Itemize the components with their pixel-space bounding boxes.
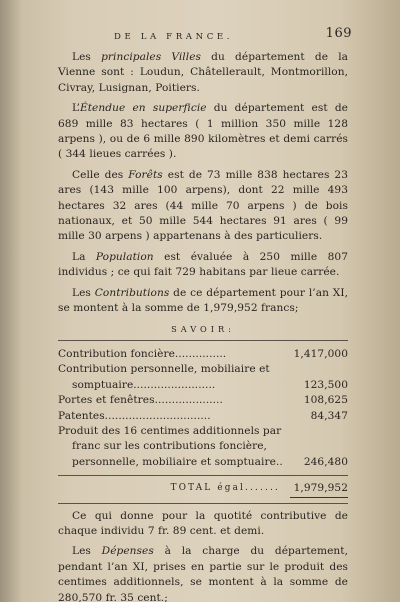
- row-label: Portes et fenêtres....................: [58, 394, 223, 407]
- row-amount: 108,625: [303, 394, 348, 407]
- page-content: [58, 26, 352, 602]
- running-head: DE LA FRANCE.: [114, 32, 234, 42]
- contributions-emph: Contributions: [94, 286, 170, 299]
- paragraph-population: [58, 250, 348, 281]
- population-emph: Population: [95, 250, 154, 263]
- forets-text: est de 73 mille 838 hectares 23 ares (143 mille 100 arpens), dont 22 mille 493 hectares 32 ares (44 mille 70 arpens ) de bois nationaux, et 50 mille 544 hectares 91 ares ( 99 mille 30 arpens ) appartenans à des particuliers.: [58, 168, 349, 243]
- table-row: [58, 439, 348, 454]
- row-amount: 1,417,000: [293, 347, 348, 360]
- etendue-text: du département est de 689 mille 83 hectares ( 1 million 350 mille 128 arpens ), ou de 6 mille 890 kilomètres et demi carrés ( 344 lieues carrées ).: [58, 102, 348, 161]
- paragraph-etendue: [58, 101, 348, 163]
- paragraph-forets: [58, 168, 348, 245]
- total-label: TOTAL égal.......: [170, 483, 280, 494]
- paragraph-villes: [58, 50, 348, 96]
- depenses-lead: Les: [72, 545, 91, 558]
- table-row: [58, 455, 348, 470]
- paragraph-contributions: [58, 286, 348, 317]
- contributions-text: de ce département pour l’an XI, se montent à la somme de 1,979,952 francs;: [58, 286, 349, 315]
- table-bottom-rule: [58, 503, 348, 504]
- depenses-text: à la charge du département, pendant l’an XI, prises en partie sur le produit des centimes additionnels, se montent à la somme de 280,570 fr. 35 cent.;: [58, 545, 349, 602]
- total-amount: 1,979,952: [290, 481, 348, 497]
- forets-lead: Celle des: [72, 168, 124, 181]
- row-label: personnelle, mobiliaire et somptuaire..: [72, 455, 283, 468]
- total-row: [58, 481, 348, 497]
- row-label: franc sur les contributions foncière,: [72, 440, 267, 453]
- table-top-rule: [58, 340, 348, 341]
- table-row: [58, 393, 348, 408]
- page-number: 169: [325, 26, 352, 41]
- row-label: Contribution personnelle, mobiliaire et: [58, 363, 270, 376]
- population-text: est évaluée à 250 mille 807 individus ; ce qui fait 729 habitans par lieue carrée.: [58, 250, 349, 279]
- table-row: [58, 378, 348, 393]
- table-row: [58, 409, 348, 424]
- row-label: Produit des 16 centimes additionnels par: [58, 424, 282, 437]
- gutter-shadow: [0, 0, 22, 602]
- table-row: [58, 424, 348, 439]
- row-label: somptuaire........................: [72, 378, 216, 391]
- contributions-table: [58, 347, 348, 470]
- etendue-emph: Étendue en superficie: [79, 102, 207, 115]
- row-label: Contribution foncière...............: [58, 347, 227, 360]
- forets-emph: Forêts: [128, 168, 163, 181]
- savoir-heading: SAVOIR:: [171, 323, 235, 334]
- row-label: Patentes...............................: [58, 409, 211, 422]
- villes-text: du département de la Vienne sont : Loudun, Châtellerault, Montmorillon, Civray, Lusignan, Poitiers.: [58, 51, 349, 94]
- page-header: [58, 26, 352, 44]
- table-row: [58, 362, 348, 377]
- paragraph-depenses: [58, 544, 348, 602]
- table-total-rule: [58, 475, 348, 476]
- table-row: [58, 347, 348, 362]
- paragraph-quotite: Ce qui donne pour la quotité contributive de chaque individu 7 fr. 89 cent. et demi.: [58, 509, 348, 537]
- etendue-lead: L’: [72, 102, 80, 115]
- villes-lead: Les: [72, 51, 91, 63]
- row-amount: 123,500: [303, 378, 348, 391]
- depenses-emph: Dépenses: [101, 545, 154, 558]
- villes-emph: principales Villes: [101, 51, 201, 63]
- contributions-lead: Les: [72, 286, 91, 299]
- row-amount: 84,347: [310, 409, 348, 422]
- population-lead: La: [72, 250, 86, 263]
- row-amount: 246,480: [303, 455, 348, 468]
